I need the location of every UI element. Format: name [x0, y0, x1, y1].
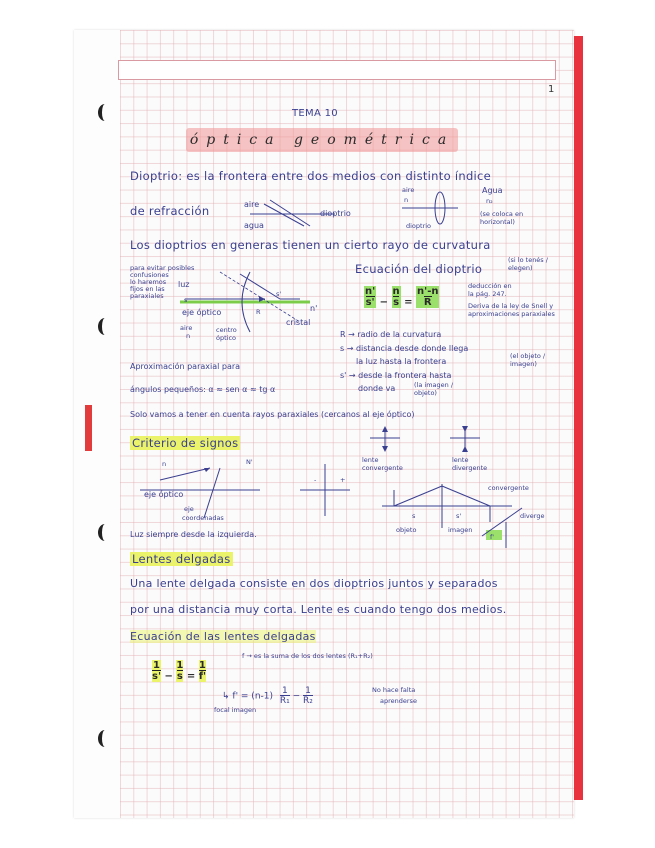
- right-n2-label: n₂: [486, 197, 493, 205]
- note-line3: lo haremos: [130, 278, 167, 286]
- def-sp: s' → desde la frontera hasta: [340, 371, 452, 380]
- formula-lentes: $\frac{1}{s'} - \frac{1}{s} = \frac{1}{f'}$: [152, 660, 207, 682]
- criterio-title: Criterio de signos: [132, 436, 239, 450]
- right-note: (se coloca en horizontal): [480, 210, 524, 226]
- binder-hole-icon: [98, 318, 112, 335]
- side-tab: [85, 405, 92, 451]
- criterio-eje2: eje: [184, 505, 194, 513]
- binder-hole-icon: [98, 104, 112, 121]
- cristal-label: cristal: [286, 318, 311, 327]
- n-label: n: [186, 332, 191, 340]
- criterio-eje: eje óptico: [144, 490, 184, 499]
- binder-hole-icon: [98, 730, 112, 747]
- lens-s-prime-label: s': [456, 512, 462, 520]
- dioptrio-def-line1: Dioptrio: es la frontera entre dos medios con distinto índice: [130, 169, 492, 183]
- header-box: [118, 60, 556, 80]
- luz-izquierda: Luz siempre desde la izquierda.: [130, 530, 257, 539]
- aprenderse: aprenderse: [380, 697, 417, 705]
- n-prime-label: n': [310, 304, 318, 313]
- def-r: R → radio de la curvatura: [340, 330, 442, 339]
- eje-optico-label: eje óptico: [182, 308, 222, 317]
- dioptrio-aire-label: aire: [244, 200, 260, 209]
- note-line1: para evitar posibles: [130, 264, 195, 272]
- refraction-diagram: [180, 268, 330, 338]
- imagen-label: imagen: [448, 526, 473, 534]
- right-dioptrio-label: dioptrio: [406, 222, 432, 230]
- def-sp-note: (la imagen / objeto): [414, 381, 454, 397]
- lente-conv-label: lente convergente: [362, 456, 403, 472]
- formula-dioptrio: $\frac{n'}{s'} - \frac{n}{s} = \frac{n'-n}{R}$: [365, 286, 439, 308]
- criterio-minus: -: [314, 476, 317, 484]
- dioptrio-def-line2: de refracción: [130, 204, 210, 218]
- objeto-label: objeto: [396, 526, 417, 534]
- def-s-note: (el objeto / imagen): [510, 352, 546, 368]
- criterio-n: n: [162, 460, 167, 468]
- criterio-n-prime: N': [246, 458, 253, 466]
- dioptrio-arrow-label: dioptrio: [320, 209, 351, 218]
- f-note: f → es la suma de los dos lentes (R₁+R₂): [242, 652, 373, 660]
- focal-label: focal imagen: [214, 706, 257, 714]
- criterio-coord: coordenadas: [182, 514, 224, 522]
- formula-focal: ↳ $f' = (n-1) \frac{1}{\text{R₁}} - \frac{1}{\text{R₂}}$: [222, 686, 313, 706]
- binder-hole-icon: [98, 524, 112, 541]
- dioptrio-agua-label: agua: [244, 221, 264, 230]
- tema-label: TEMA 10: [292, 108, 338, 119]
- lentes-line2: por una distancia muy corta. Lente es cuando tengo dos medios.: [130, 603, 507, 616]
- f-label: f': [490, 533, 495, 541]
- page-title: óptica geométrica: [186, 128, 458, 152]
- lentes-title: Lentes delgadas: [132, 552, 231, 566]
- lentes-ecuacion: Ecuación de las lentes delgadas: [130, 630, 316, 643]
- deduccion-1: deducción en: [468, 282, 512, 290]
- no-hace-falta: No hace falta: [372, 686, 416, 694]
- right-aire-label: aire: [402, 186, 415, 194]
- lentes-line1: Una lente delgada consiste en dos dioptrios juntos y separados: [130, 577, 498, 590]
- convergente-label: convergente: [488, 484, 529, 492]
- curvatura-line: Los dioptrios en generas tienen un cierto rayo de curvatura: [130, 238, 491, 252]
- diverge-label: diverge: [520, 512, 545, 520]
- deduccion-2: la pág. 247.: [468, 290, 507, 298]
- page-number: 1: [548, 84, 555, 95]
- centro-label: centro óptico: [216, 326, 237, 342]
- ecuacion-note: (si lo tenés / elegen): [508, 256, 548, 272]
- lens-s-label: s: [412, 512, 416, 520]
- s-label: s: [184, 296, 188, 304]
- criterio-plus: +: [340, 476, 346, 484]
- r-label: R: [256, 308, 261, 316]
- def-s-cont: la luz hasta la frontera: [356, 357, 447, 366]
- right-agua-label: Agua: [482, 186, 503, 195]
- def-sp-cont: donde va: [358, 384, 396, 393]
- s-prime-label: s': [276, 290, 282, 298]
- deduccion-3: Deriva de la ley de Snell y: [468, 302, 554, 310]
- aire-label: aire: [180, 324, 193, 332]
- red-margin-bar: [574, 36, 583, 800]
- rayos-line: Solo vamos a tener en cuenta rayos paraxiales (cercanos al eje óptico): [130, 410, 415, 419]
- note-line2: confusiones: [130, 271, 169, 279]
- def-s: s → distancia desde donde llega: [340, 344, 469, 353]
- lente-div-label: lente divergente: [452, 456, 488, 472]
- deduccion-4: aproximaciones paraxiales: [468, 310, 555, 318]
- aprox-line2: ángulos pequeños: α ≈ sen α ≈ tg α: [130, 385, 276, 394]
- page-margin: [74, 30, 120, 818]
- right-n-label: n: [404, 196, 409, 204]
- ecuacion-label: Ecuación del dioptrio: [355, 262, 483, 276]
- note-line4: fijos en las: [130, 285, 165, 293]
- note-line5: paraxiales: [130, 292, 164, 300]
- luz-label: luz: [178, 280, 190, 289]
- aprox-line1: Aproximación paraxial para: [130, 362, 241, 371]
